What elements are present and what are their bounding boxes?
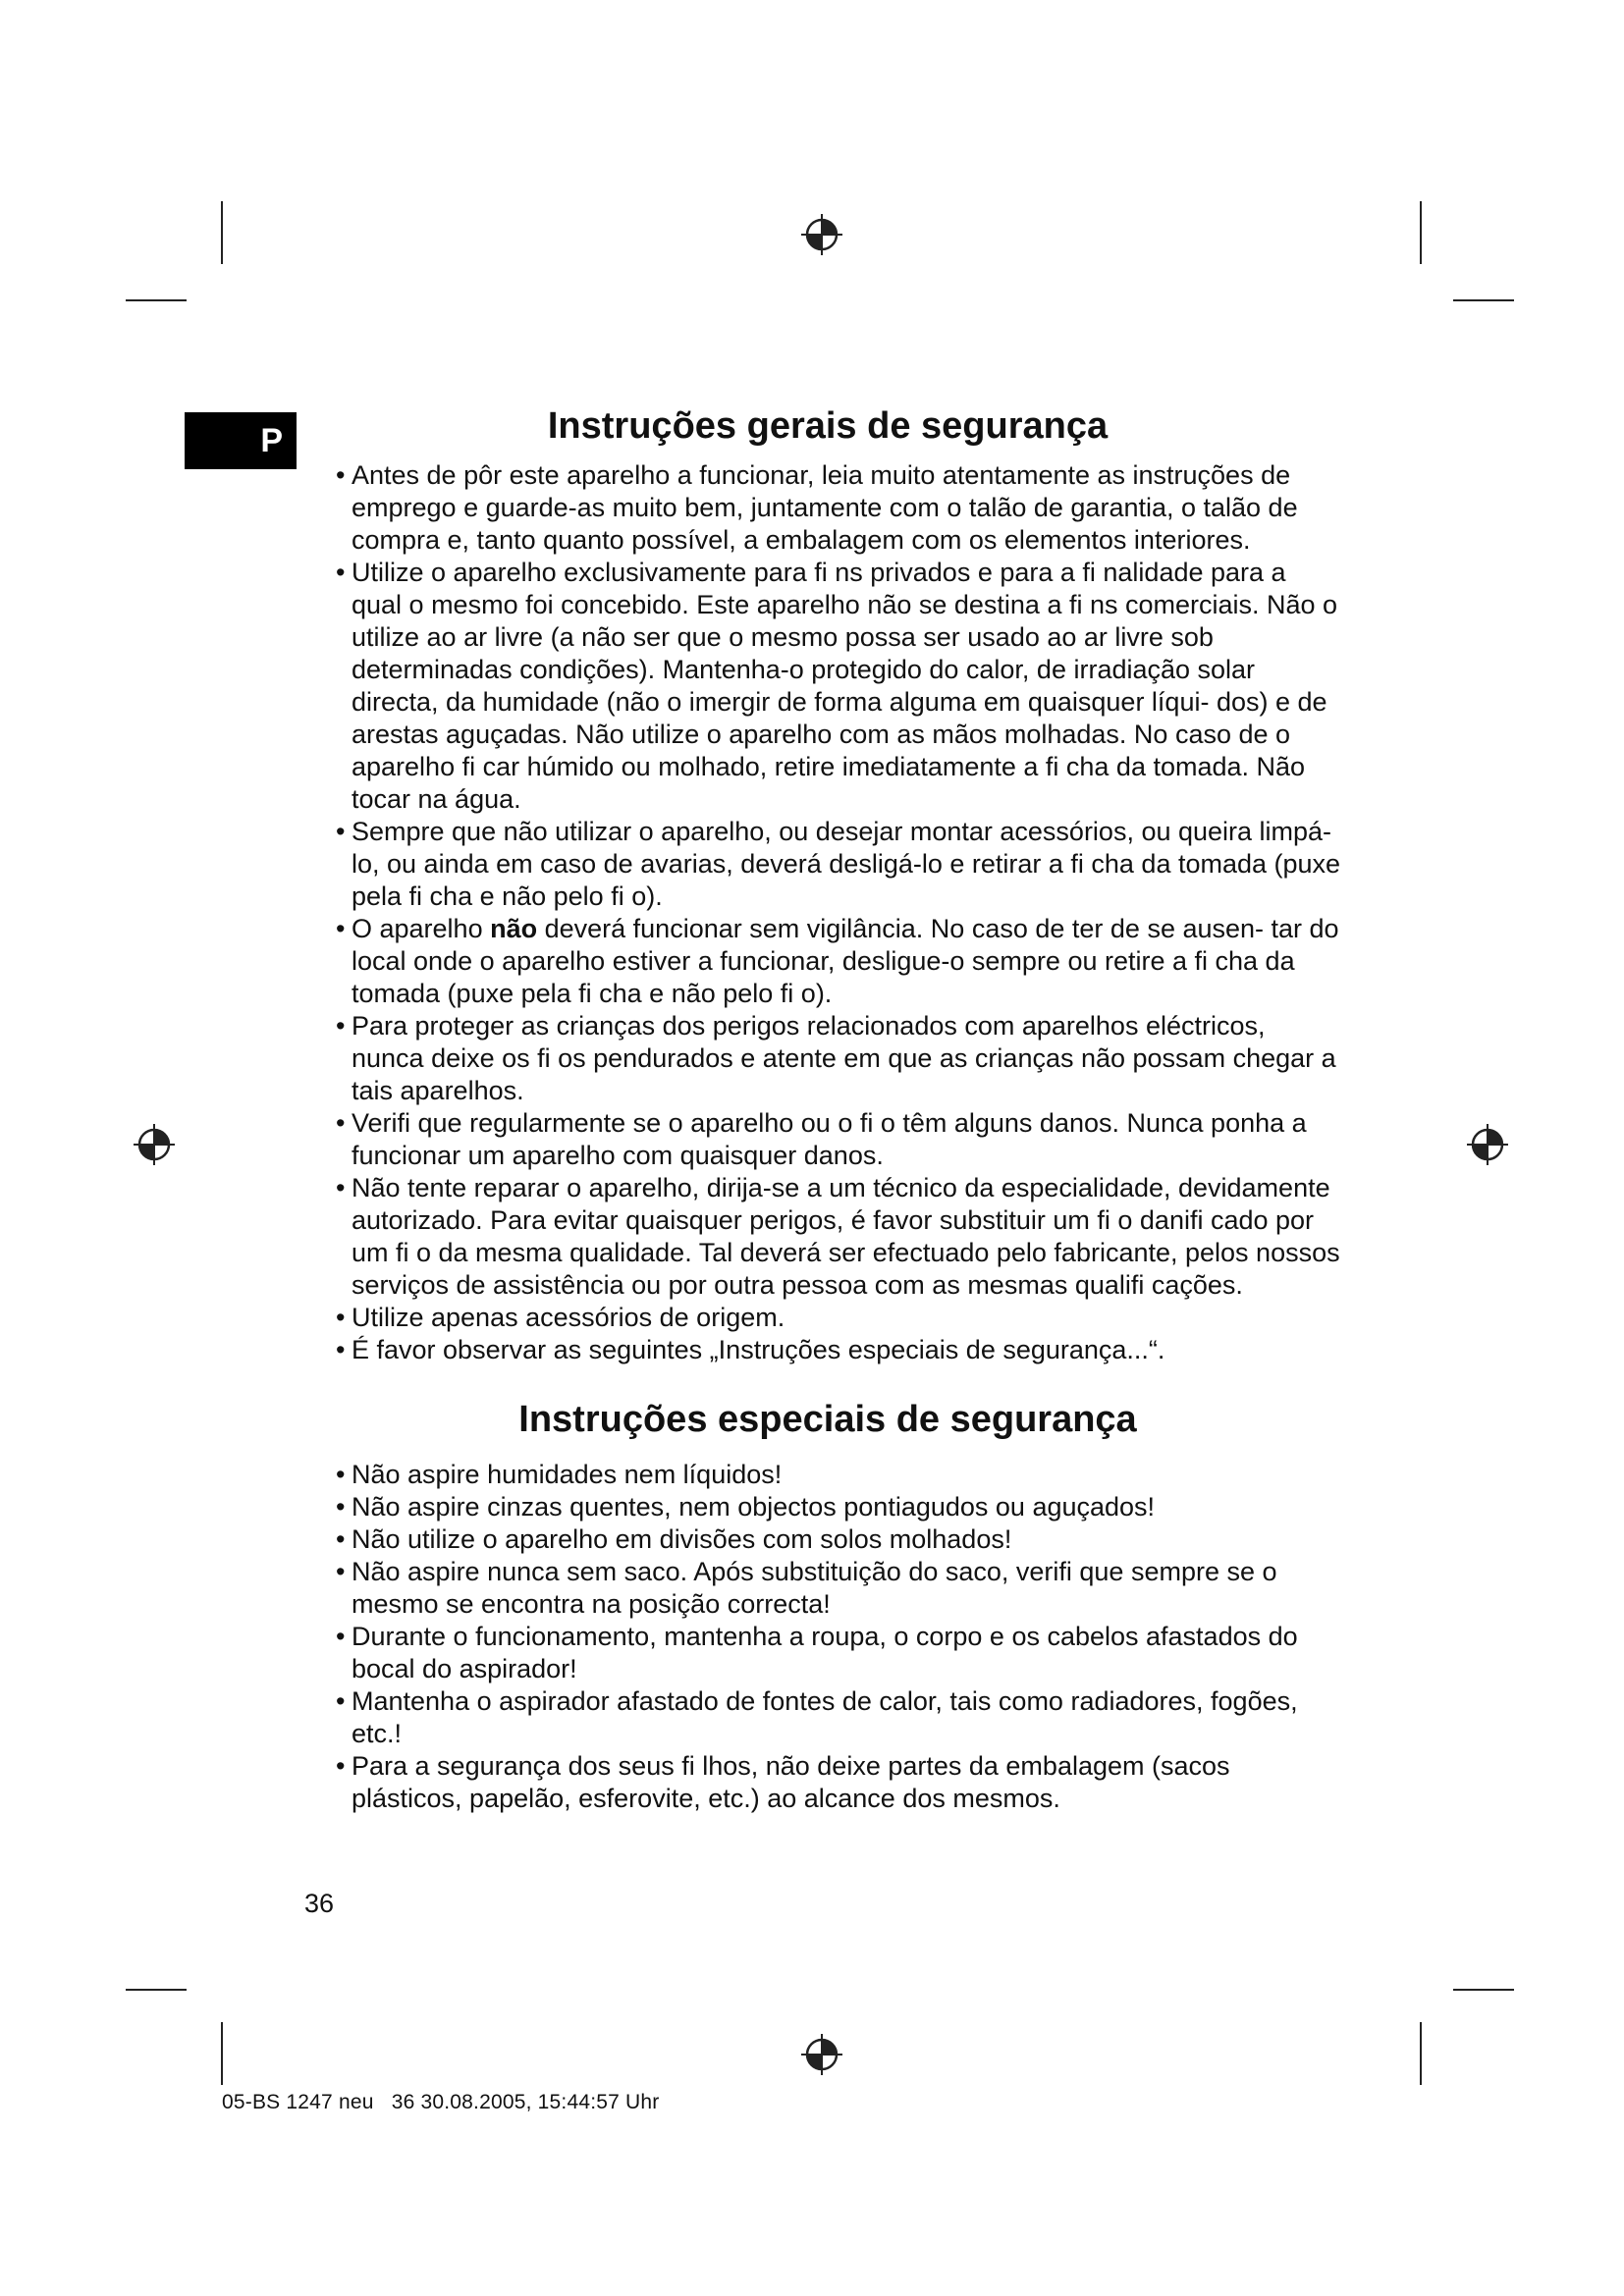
crop-mark-bottom-right-horizontal [1453,1989,1514,1991]
list-item: • O aparelho não deverá funcionar sem vigilância. No caso de ter de se ausen- tar do local onde o aparelho estiver a funcionar, desligue-o sempre ou retire a fi cha da tomada (puxe pela fi cha e não pelo fi o). [336,914,1339,1008]
crop-mark-top-right-horizontal [1453,299,1514,301]
page-content [300,400,1341,1815]
special-safety-title: Instruções especiais de segurança [518,1399,1137,1440]
crop-mark-bottom-left-vertical [221,2022,223,2085]
page-number: 36 [304,1889,335,1918]
list-item: • É favor observar as seguintes „Instruções especiais de segurança...“. [336,1335,1165,1364]
registration-mark-icon [132,1122,177,1167]
registration-mark-icon [799,2032,844,2077]
special-safety-list [300,1459,1341,1815]
list-item: • Antes de pôr este aparelho a funcionar, leia muito atentamente as instruções de emprego e guarde-as muito bem, juntamente com o talão de garantia, o talão de compra e, tanto quanto possível, a embalagem com os elementos interiores. [336,460,1298,555]
crop-mark-top-left-horizontal [126,299,187,301]
list-item: • Mantenha o aspirador afastado de fontes de calor, tais como radiadores, fogões, etc.! [336,1686,1298,1748]
print-footer: 05-BS 1247 neu 36 30.08.2005, 15:44:57 Uhr [222,2091,660,2113]
list-item: • Não aspire nunca sem saco. Após substituição do saco, verifi que sempre se o mesmo se encontra na posição correcta! [336,1557,1277,1619]
list-item: • Não aspire humidades nem líquidos! [336,1460,783,1489]
list-item: • Para a segurança dos seus fi lhos, não deixe partes da embalagem (sacos plásticos, papelão, esferovite, etc.) ao alcance dos mesmos. [336,1751,1230,1813]
language-tab: P [185,412,297,469]
list-item: • Durante o funcionamento, mantenha a roupa, o corpo e os cabelos afastados do bocal do aspirador! [336,1622,1298,1683]
list-item: • Não tente reparar o aparelho, dirija-se a um técnico da especialidade, devidamente autorizado. Para evitar quaisquer perigos, é favor substituir um fi o danifi cado por um fi o da mesma qualidade. Tal deverá ser efectuado pelo fabricante, pelos nossos serviços de assistência ou por outra pessoa com as mesmas qualifi cações. [336,1173,1340,1300]
crop-mark-bottom-right-vertical [1420,2022,1422,2085]
general-safety-list [300,459,1341,1366]
list-item: • Para proteger as crianças dos perigos relacionados com aparelhos eléctricos, nunca deixe os fi os pendurados e atente em que as crianças não possam chegar a tais aparelhos. [336,1011,1336,1105]
list-item: • Verifi que regularmente se o aparelho ou o fi o têm alguns danos. Nunca ponha a funcionar um aparelho com quaisquer danos. [336,1108,1307,1170]
list-item: • Utilize o aparelho exclusivamente para fi ns privados e para a fi nalidade para a qual o mesmo foi concebido. Este aparelho não se destina a fi ns comerciais. Não o utilize ao ar livre (a não ser que o mesmo possa ser usado ao ar livre sob determinadas condições). Mantenha-o protegido do calor, de irradiação solar directa, da humidade (não o imergir de forma alguma em quaisquer líqui- dos) e de arestas aguçadas. Não utilize o aparelho com as mãos molhadas. No caso de o aparelho fi car húmido ou molhado, retire imediatamente a fi cha da tomada. Não tocar na água. [336,558,1338,814]
registration-mark-icon [1465,1122,1510,1167]
list-item: • Utilize apenas acessórios de origem. [336,1303,785,1332]
list-item: • Não utilize o aparelho em divisões com solos molhados! [336,1524,1012,1554]
registration-mark-icon [799,212,844,257]
list-item: • Não aspire cinzas quentes, nem objectos pontiagudos ou aguçados! [336,1492,1156,1522]
list-item: • Sempre que não utilizar o aparelho, ou desejar montar acessórios, ou queira limpá-lo, ou ainda em caso de avarias, deverá desligá-lo e retirar a fi cha da tomada (puxe pela fi cha e não pelo fi o). [336,817,1341,911]
general-safety-title: Instruções gerais de segurança [547,405,1109,447]
crop-mark-top-right-vertical [1420,201,1422,264]
crop-mark-bottom-left-horizontal [126,1989,187,1991]
crop-mark-top-left-vertical [221,201,223,264]
